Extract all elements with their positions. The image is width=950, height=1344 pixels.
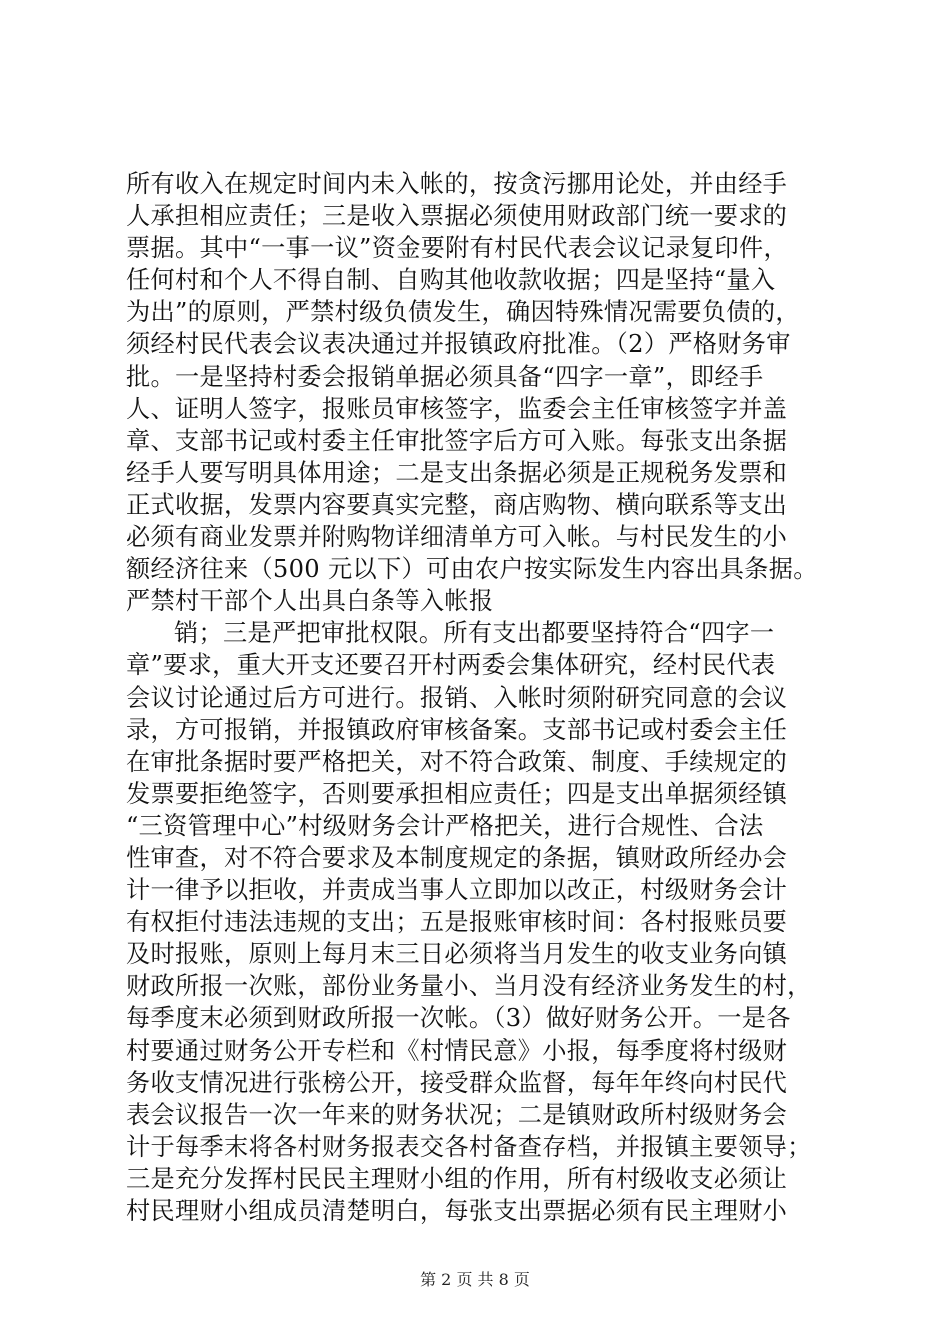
- text-line: 财政所报一次账，部份业务量小、当月没有经济业务发生的村，: [126, 972, 812, 1001]
- page-number-label: 第 2 页 共 8 页: [420, 1270, 530, 1289]
- text-line: 发票要拒绝签字，否则要承担相应责任；四是支出单据须经镇: [126, 779, 788, 808]
- text-line: 正式收据，发票内容要真实完整，商店购物、横向联系等支出: [126, 490, 788, 519]
- text-line: 严禁村干部个人出具白条等入帐报: [126, 587, 494, 616]
- paragraph-1: [126, 168, 826, 617]
- text-line: 章”要求，重大开支还要召开村两委会集体研究，经村民代表: [126, 651, 776, 680]
- text-line: 须经村民代表会议表决通过并报镇政府批准。（2）严格财务审: [126, 330, 791, 359]
- text-line: 及时报账，原则上每月末三日必须将当月发生的收支业务向镇: [126, 940, 788, 969]
- text-line: 录，方可报销，并报镇政府审核备案。支部书记或村委会主任: [126, 715, 788, 744]
- text-line: 三是充分发挥村民民主理财小组的作用，所有村级收支必须让: [126, 1164, 788, 1193]
- text-line: 票据。其中“一事一议”资金要附有村民代表会议记录复印件，: [126, 234, 789, 263]
- text-line: 村要通过财务公开专栏和《村情民意》小报，每季度将村级财: [126, 1036, 788, 1065]
- text-line: 章、支部书记或村委主任审批签字后方可入账。每张支出条据: [126, 426, 788, 455]
- text-line: 性审查，对不符合要求及本制度规定的条据，镇财政所经办会: [126, 843, 788, 872]
- text-line: 在审批条据时要严格把关，对不符合政策、制度、手续规定的: [126, 747, 788, 776]
- text-line: 人、证明人签字，报账员审核签字，监委会主任审核签字并盖: [126, 394, 788, 423]
- text-line: 任何村和个人不得自制、自购其他收款收据；四是坚持“量入: [126, 266, 776, 295]
- text-line: 人承担相应责任；三是收入票据必须使用财政部门统一要求的: [126, 202, 788, 231]
- text-line: 为出”的原则，严禁村级负债发生，确因特殊情况需要负债的，: [126, 298, 800, 327]
- paragraph-2: [126, 617, 826, 1227]
- text-line: 必须有商业发票并附购物详细清单方可入帐。与村民发生的小: [126, 523, 788, 552]
- document-body: [126, 168, 826, 1227]
- text-line: 所有收入在规定时间内未入帐的，按贪污挪用论处，并由经手: [126, 170, 788, 198]
- text-line: 销；三是严把审批权限。所有支出都要坚持符合“四字一: [174, 619, 775, 648]
- text-line: 每季度末必须到财政所报一次帐。（3）做好财务公开。一是各: [126, 1004, 791, 1033]
- text-line: 有权拒付违法违规的支出；五是报账审核时间：各村报账员要: [126, 908, 788, 937]
- text-line: 计于每季末将各村财务报表交各村备查存档，并报镇主要领导；: [126, 1132, 812, 1161]
- text-line: 表会议报告一次一年来的财务状况；二是镇财政所村级财务会: [126, 1100, 788, 1129]
- text-line: 村民理财小组成员清楚明白，每张支出票据必须有民主理财小: [126, 1197, 788, 1225]
- text-line: 经手人要写明具体用途；二是支出条据必须是正规税务发票和: [126, 458, 788, 487]
- text-line: 会议讨论通过后方可进行。报销、入帐时须附研究同意的会议: [126, 683, 788, 712]
- text-line: 批。一是坚持村委会报销单据必须具备“四字一章”，即经手: [126, 362, 764, 391]
- page-footer: [0, 1270, 950, 1290]
- text-line: 额经济往来（500 元以下）可由农户按实际发生内容出具条据。: [126, 555, 818, 584]
- text-line: “三资管理中心”村级财务会计严格把关，进行合规性、合法: [126, 811, 764, 840]
- text-line: 计一律予以拒收，并责成当事人立即加以改正，村级财务会计: [126, 876, 788, 905]
- text-line: 务收支情况进行张榜公开，接受群众监督，每年年终向村民代: [126, 1068, 788, 1097]
